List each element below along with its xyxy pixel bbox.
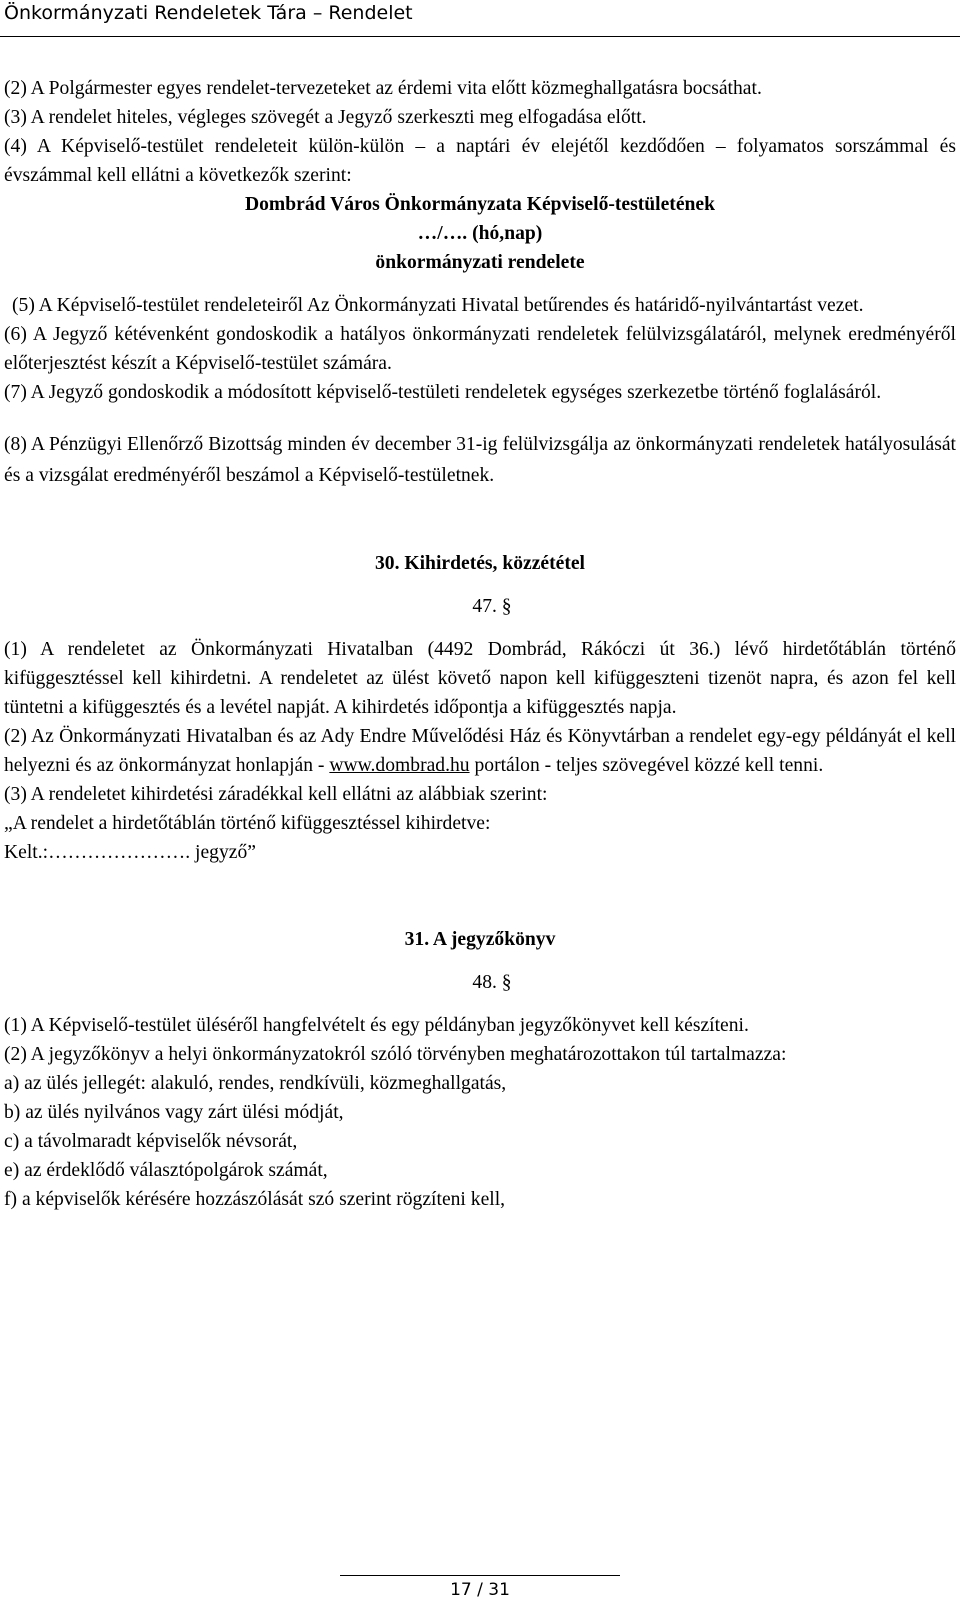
s31-paragraph-2: (2) A jegyzőkönyv a helyi önkormányzatokról szóló törvényben meghatározottakon túl tartalmazza:	[4, 1044, 787, 1065]
document-title: Önkormányzati Rendeletek Tára – Rendelet	[4, 2, 413, 24]
section-30-heading: 30. Kihirdetés, közzététel	[374, 553, 586, 574]
s30-paragraph-2-text-b: portálon - teljes szövegével közzé kell tenni.	[469, 755, 824, 776]
section-31-heading: 31. A jegyzőkönyv	[404, 929, 556, 950]
list-item: b) az ülés nyilvános vagy zárt ülési módját,	[4, 1102, 344, 1123]
header-divider	[0, 36, 960, 37]
paragraph-8: (8) A Pénzügyi Ellenőrző Bizottság minden év december 31-ig felülvizsgálja az önkormányzati rendeletek hatályosulását és a vizsgálat eredményéről beszámol a Képviselő-testületnek.	[4, 434, 956, 486]
clause-quote-line-1: „A rendelet a hirdetőtáblán történő kifüggesztéssel kihirdetve:	[4, 813, 491, 834]
clause-quote-line-2: Kelt.:…………………. jegyző”	[4, 842, 256, 863]
paragraph-48-number: 48. §	[472, 972, 512, 993]
list-item: c) a távolmaradt képviselők névsorát,	[4, 1131, 298, 1152]
formula-line-3: önkormányzati rendelete	[375, 252, 585, 273]
website-link[interactable]: www.dombrad.hu	[329, 755, 470, 776]
paragraph-6: (6) A Jegyző kétévenként gondoskodik a hatályos önkormányzati rendeletek felülvizsgálatáról, melynek eredményéről előterjesztést készít a Képviselő-testület számára.	[4, 324, 956, 374]
paragraph-5: (5) A Képviselő-testület rendeleteiről Az Önkormányzati Hivatal betűrendes és határidő-nyilvántartást vezet.	[12, 295, 864, 316]
paragraph-2: (2) A Polgármester egyes rendelet-tervezeteket az érdemi vita előtt közmeghallgatásra bocsáthat.	[4, 78, 762, 99]
list-item: a) az ülés jellegét: alakuló, rendes, rendkívüli, közmeghallgatás,	[4, 1073, 507, 1094]
document-body	[4, 74, 956, 1214]
formula-line-2: …/…. (hó,nap)	[417, 223, 543, 244]
s30-paragraph-3: (3) A rendeletet kihirdetési záradékkal kell ellátni az alábbiak szerint:	[4, 784, 548, 805]
paragraph-3: (3) A rendelet hiteles, végleges szövegét a Jegyző szerkeszti meg elfogadása előtt.	[4, 107, 647, 128]
page-number: 17 / 31	[450, 1580, 510, 1600]
s30-paragraph-1: (1) A rendeletet az Önkormányzati Hivatalban (4492 Dombrád, Rákóczi út 36.) lévő hirdetőtáblán történő kifüggesztéssel kell kihirdetni. A rendeletet az ülést követő napon kell kifüggeszteni tizenöt napra, és azon fel kell tüntetni a kifüggesztés és a levétel napját. A kihirdetés időpontja a kifüggesztés napja.	[4, 639, 956, 718]
paragraph-47-number: 47. §	[472, 596, 512, 617]
list-item: e) az érdeklődő választópolgárok számát,	[4, 1160, 328, 1181]
s31-paragraph-1: (1) A Képviselő-testület üléséről hangfelvételt és egy példányban jegyzőkönyvet kell készíteni.	[4, 1015, 749, 1036]
paragraph-4: (4) A Képviselő-testület rendeleteit külön-külön – a naptári év elejétől kezdődően – folyamatos sorszámmal és évszámmal kell ellátni a következők szerint:	[4, 136, 956, 186]
page-header	[0, 0, 960, 36]
formula-line-1: Dombrád Város Önkormányzata Képviselő-testületének	[244, 194, 716, 215]
list-item: f) a képviselők kérésére hozzászólását szó szerint rögzíteni kell,	[4, 1189, 506, 1210]
s30-paragraph-2-text-a: (2) Az Önkormányzati Hivatalban és az Ady Endre Művelődési Ház és Könyvtárban a rendelet egy-egy példányát el kell helyezni és az önkormányzat honlapján -	[4, 726, 956, 776]
s30-paragraph-2	[4, 722, 956, 780]
footer-divider	[340, 1575, 620, 1576]
paragraph-7: (7) A Jegyző gondoskodik a módosított képviselő-testületi rendeletek egységes szerkezetbe történő foglalásáról.	[4, 382, 882, 403]
